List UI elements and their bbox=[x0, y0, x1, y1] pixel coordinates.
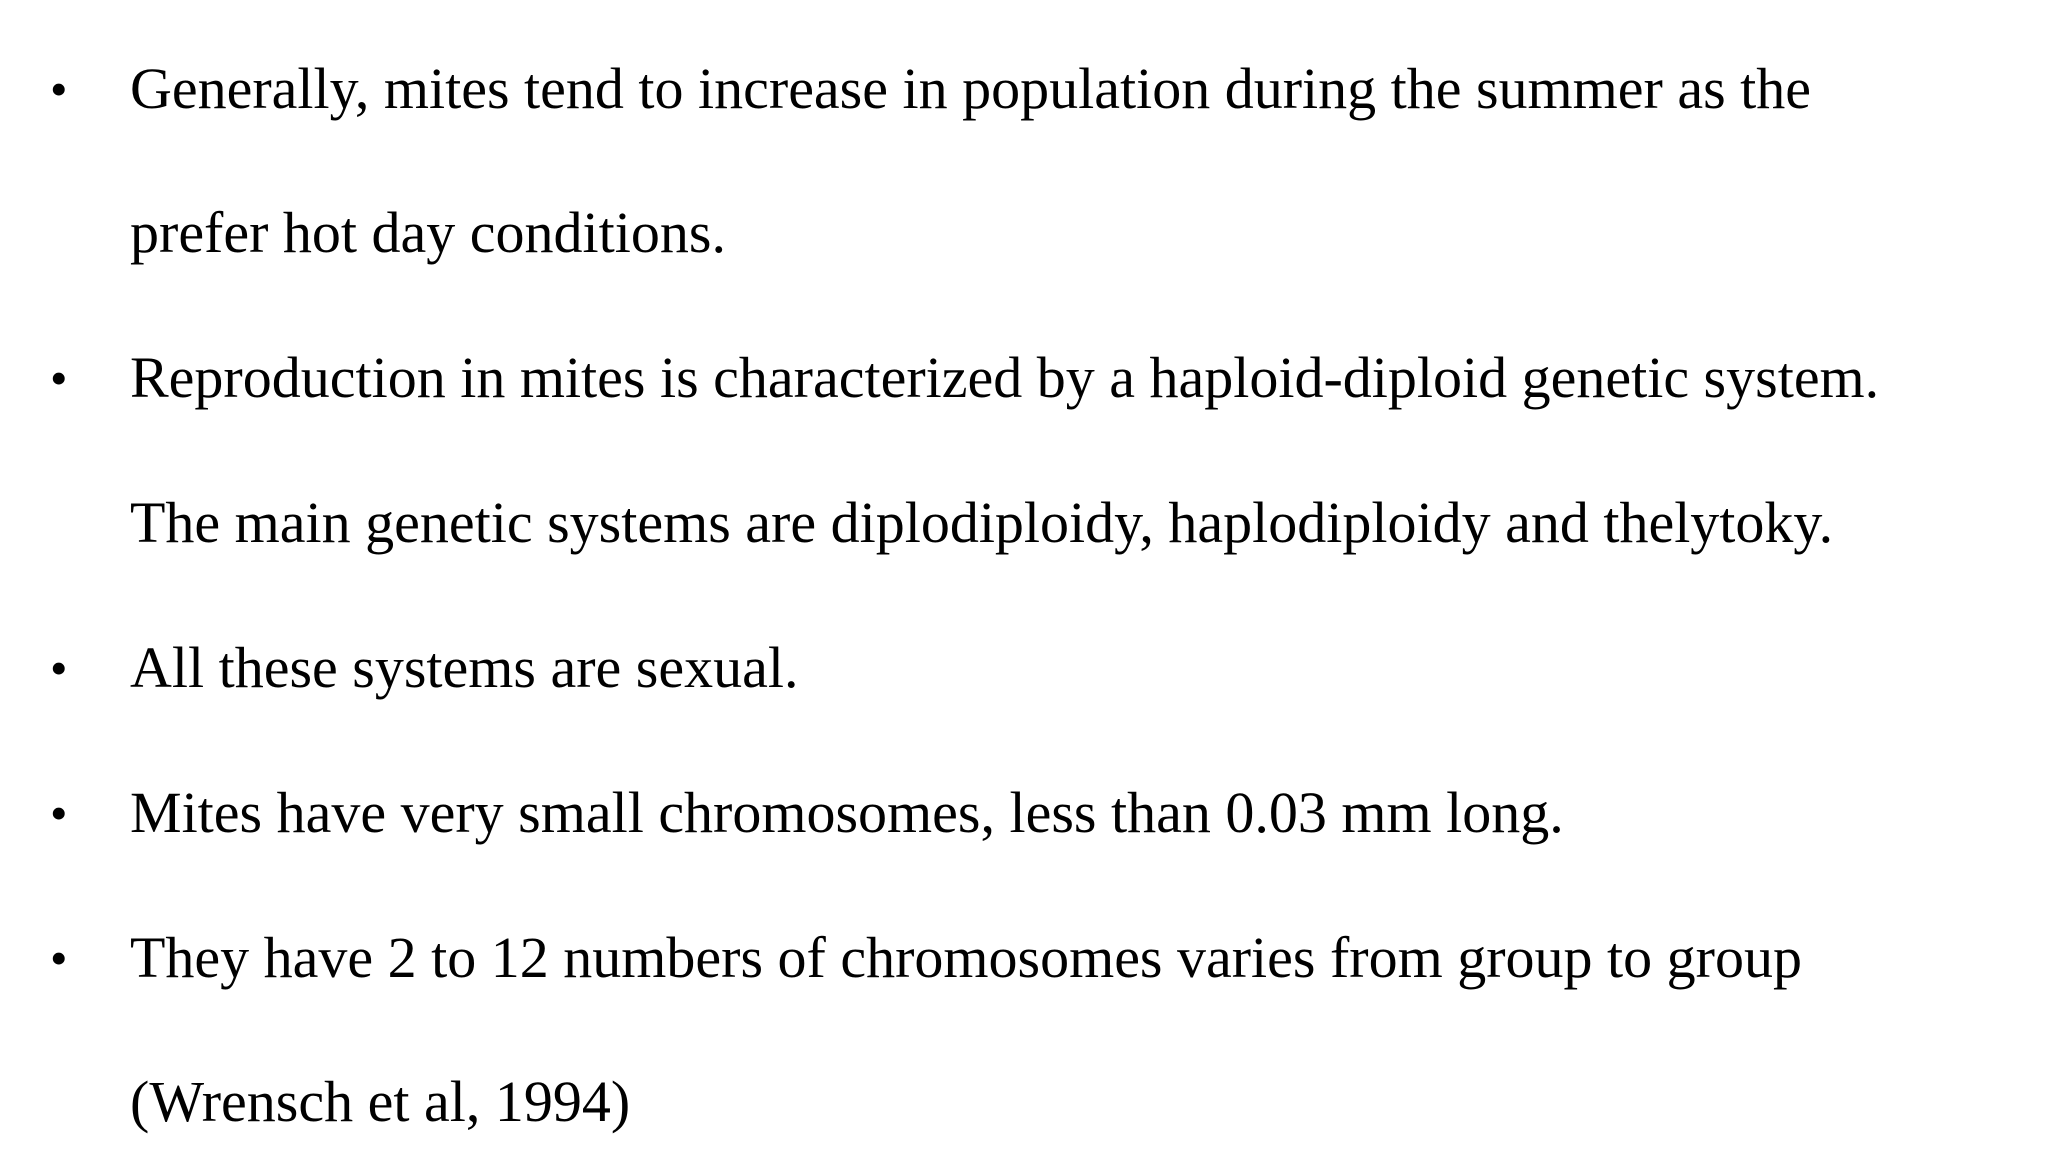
bullet-text-line: Generally, mites tend to increase in population during the summer as the bbox=[130, 56, 1812, 121]
bullet-text-line: prefer hot day conditions. bbox=[130, 200, 726, 265]
citation-line: (Wrensch et al, 1994) bbox=[130, 1069, 631, 1134]
bullet-text-line: Reproduction in mites is characterized by a haploid-diploid genetic system. bbox=[130, 345, 1880, 410]
bullet-marker: • bbox=[50, 640, 68, 696]
bullet-text-line: All these systems are sexual. bbox=[130, 635, 799, 700]
bullet-text-line: They have 2 to 12 numbers of chromosomes varies from group to group bbox=[130, 925, 1802, 990]
bullet-marker: • bbox=[50, 930, 68, 986]
bullet-text-line: Mites have very small chromosomes, less than 0.03 mm long. bbox=[130, 780, 1564, 845]
bullet-marker: • bbox=[50, 785, 68, 841]
bullet-marker: • bbox=[50, 61, 68, 117]
bullet-marker: • bbox=[50, 350, 68, 406]
bullet-text-line: The main genetic systems are diplodiploidy, haplodiploidy and thelytoky. bbox=[130, 490, 1834, 555]
